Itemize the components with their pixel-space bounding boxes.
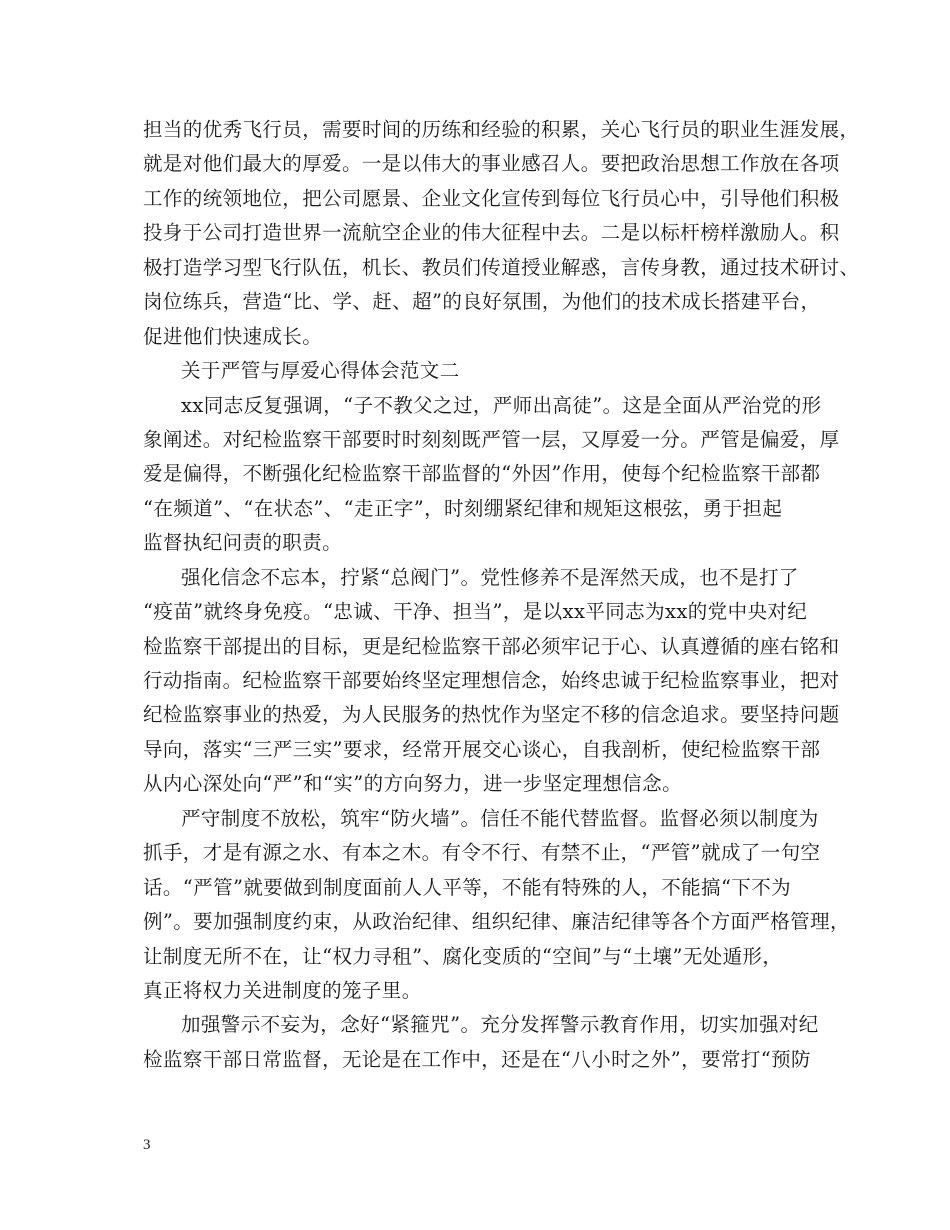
text-line: 抓手，才是有源之水、有本之木。有令不行、有禁不止，“严管”就成了一句空 — [143, 841, 821, 865]
text-line: 强化信念不忘本，拧紧“总阀门”。党性修养不是浑然天成，也不是打了 — [181, 565, 799, 589]
text-line: 例”。要加强制度约束，从政治纪律、组织纪律、廉洁纪律等各个方面严格管理， — [143, 910, 850, 934]
paragraph — [143, 113, 860, 354]
paragraph — [143, 802, 850, 1009]
text-line: 投身于公司打造世界一流航空企业的伟大征程中去。二是以标杆榜样激励人。积 — [143, 221, 840, 245]
text-line: 促进他们快速成长。 — [143, 324, 323, 348]
text-line: 行动指南。纪检监察干部要始终坚定理想信念，始终忠诚于纪检监察事业，把对 — [143, 669, 840, 692]
text-line: 担当的优秀飞行员，需要时间的历练和经验的积累，关心飞行员的职业生涯发展， — [143, 118, 860, 141]
text-line: 从内心深处向“严”和“实”的方向努力，进一步坚定理想信念。 — [143, 772, 682, 796]
paragraph — [143, 1008, 823, 1077]
heading-line: 关于严管与厚爱心得体会范文二 — [181, 359, 460, 383]
text-line: 极打造学习型飞行队伍，机长、教员们传道授业解惑，言传身教，通过技术研讨、 — [143, 255, 860, 279]
text-line: 岗位练兵，营造“比、学、赶、超”的良好氛围，为他们的技术成长搭建平台， — [143, 290, 821, 314]
text-line: 监督执纪问责的职责。 — [143, 531, 343, 555]
text-line: 工作的统领地位，把公司愿景、企业文化宣传到每位飞行员心中，引导他们积极 — [143, 186, 840, 210]
paragraph — [143, 389, 840, 561]
text-line: 纪检监察事业的热爱，为人民服务的热忱作为坚定不移的信念追求。要坚持问题 — [143, 703, 840, 727]
text-line: 就是对他们最大的厚爱。一是以伟大的事业感召人。要把政治思想工作放在各项 — [143, 152, 840, 176]
section-heading — [143, 354, 823, 388]
text-line: 加强警示不妄为，念好“紧箍咒”。充分发挥警示教育作用，切实加强对纪 — [181, 1013, 819, 1037]
text-line: 爱是偏得，不断强化纪检监察干部监督的“外因”作用，使每个纪检监察干部都 — [143, 462, 821, 486]
text-line: 导向，落实“三严三实”要求，经常开展交心谈心，自我剖析，使纪检监察干部 — [143, 737, 821, 761]
text-line: 检监察干部提出的目标，更是纪检监察干部必须牢记于心、认真遵循的座右铭和 — [143, 634, 840, 658]
document-body — [143, 113, 860, 1077]
text-line: 象阐述。对纪检监察干部要时时刻刻既严管一层，又厚爱一分。严管是偏爱，厚 — [143, 427, 840, 451]
page-number: 3 — [143, 1137, 151, 1153]
text-line: 让制度无所不在，让“权力寻租”、腐化变质的“空间”与“土壤”无处遁形， — [143, 944, 783, 968]
text-line: 话。“严管”就要做到制度面前人人平等，不能有特殊的人，不能搞“下不为 — [143, 875, 792, 899]
text-line: 真正将权力关进制度的笼子里。 — [143, 978, 422, 1002]
text-line: 检监察干部日常监督，无论是在工作中，还是在“八小时之外”，要常打“预防 — [143, 1047, 811, 1071]
text-line: “在频道”、“在状态”、“走正字”，时刻绷紧纪律和规矩这根弦，勇于担起 — [143, 496, 783, 520]
text-line: “疫苗”就终身免疫。“忠诚、干净、担当”，是以xx平同志为xx的党中央对纪 — [143, 600, 808, 624]
text-line: 严守制度不放松，筑牢“防火墙”。信任不能代替监督。监督必须以制度为 — [181, 806, 819, 830]
paragraph — [143, 561, 840, 802]
text-line: xx同志反复强调，“子不教父之过，严师出高徒”。这是全面从严治党的形 — [181, 393, 822, 417]
